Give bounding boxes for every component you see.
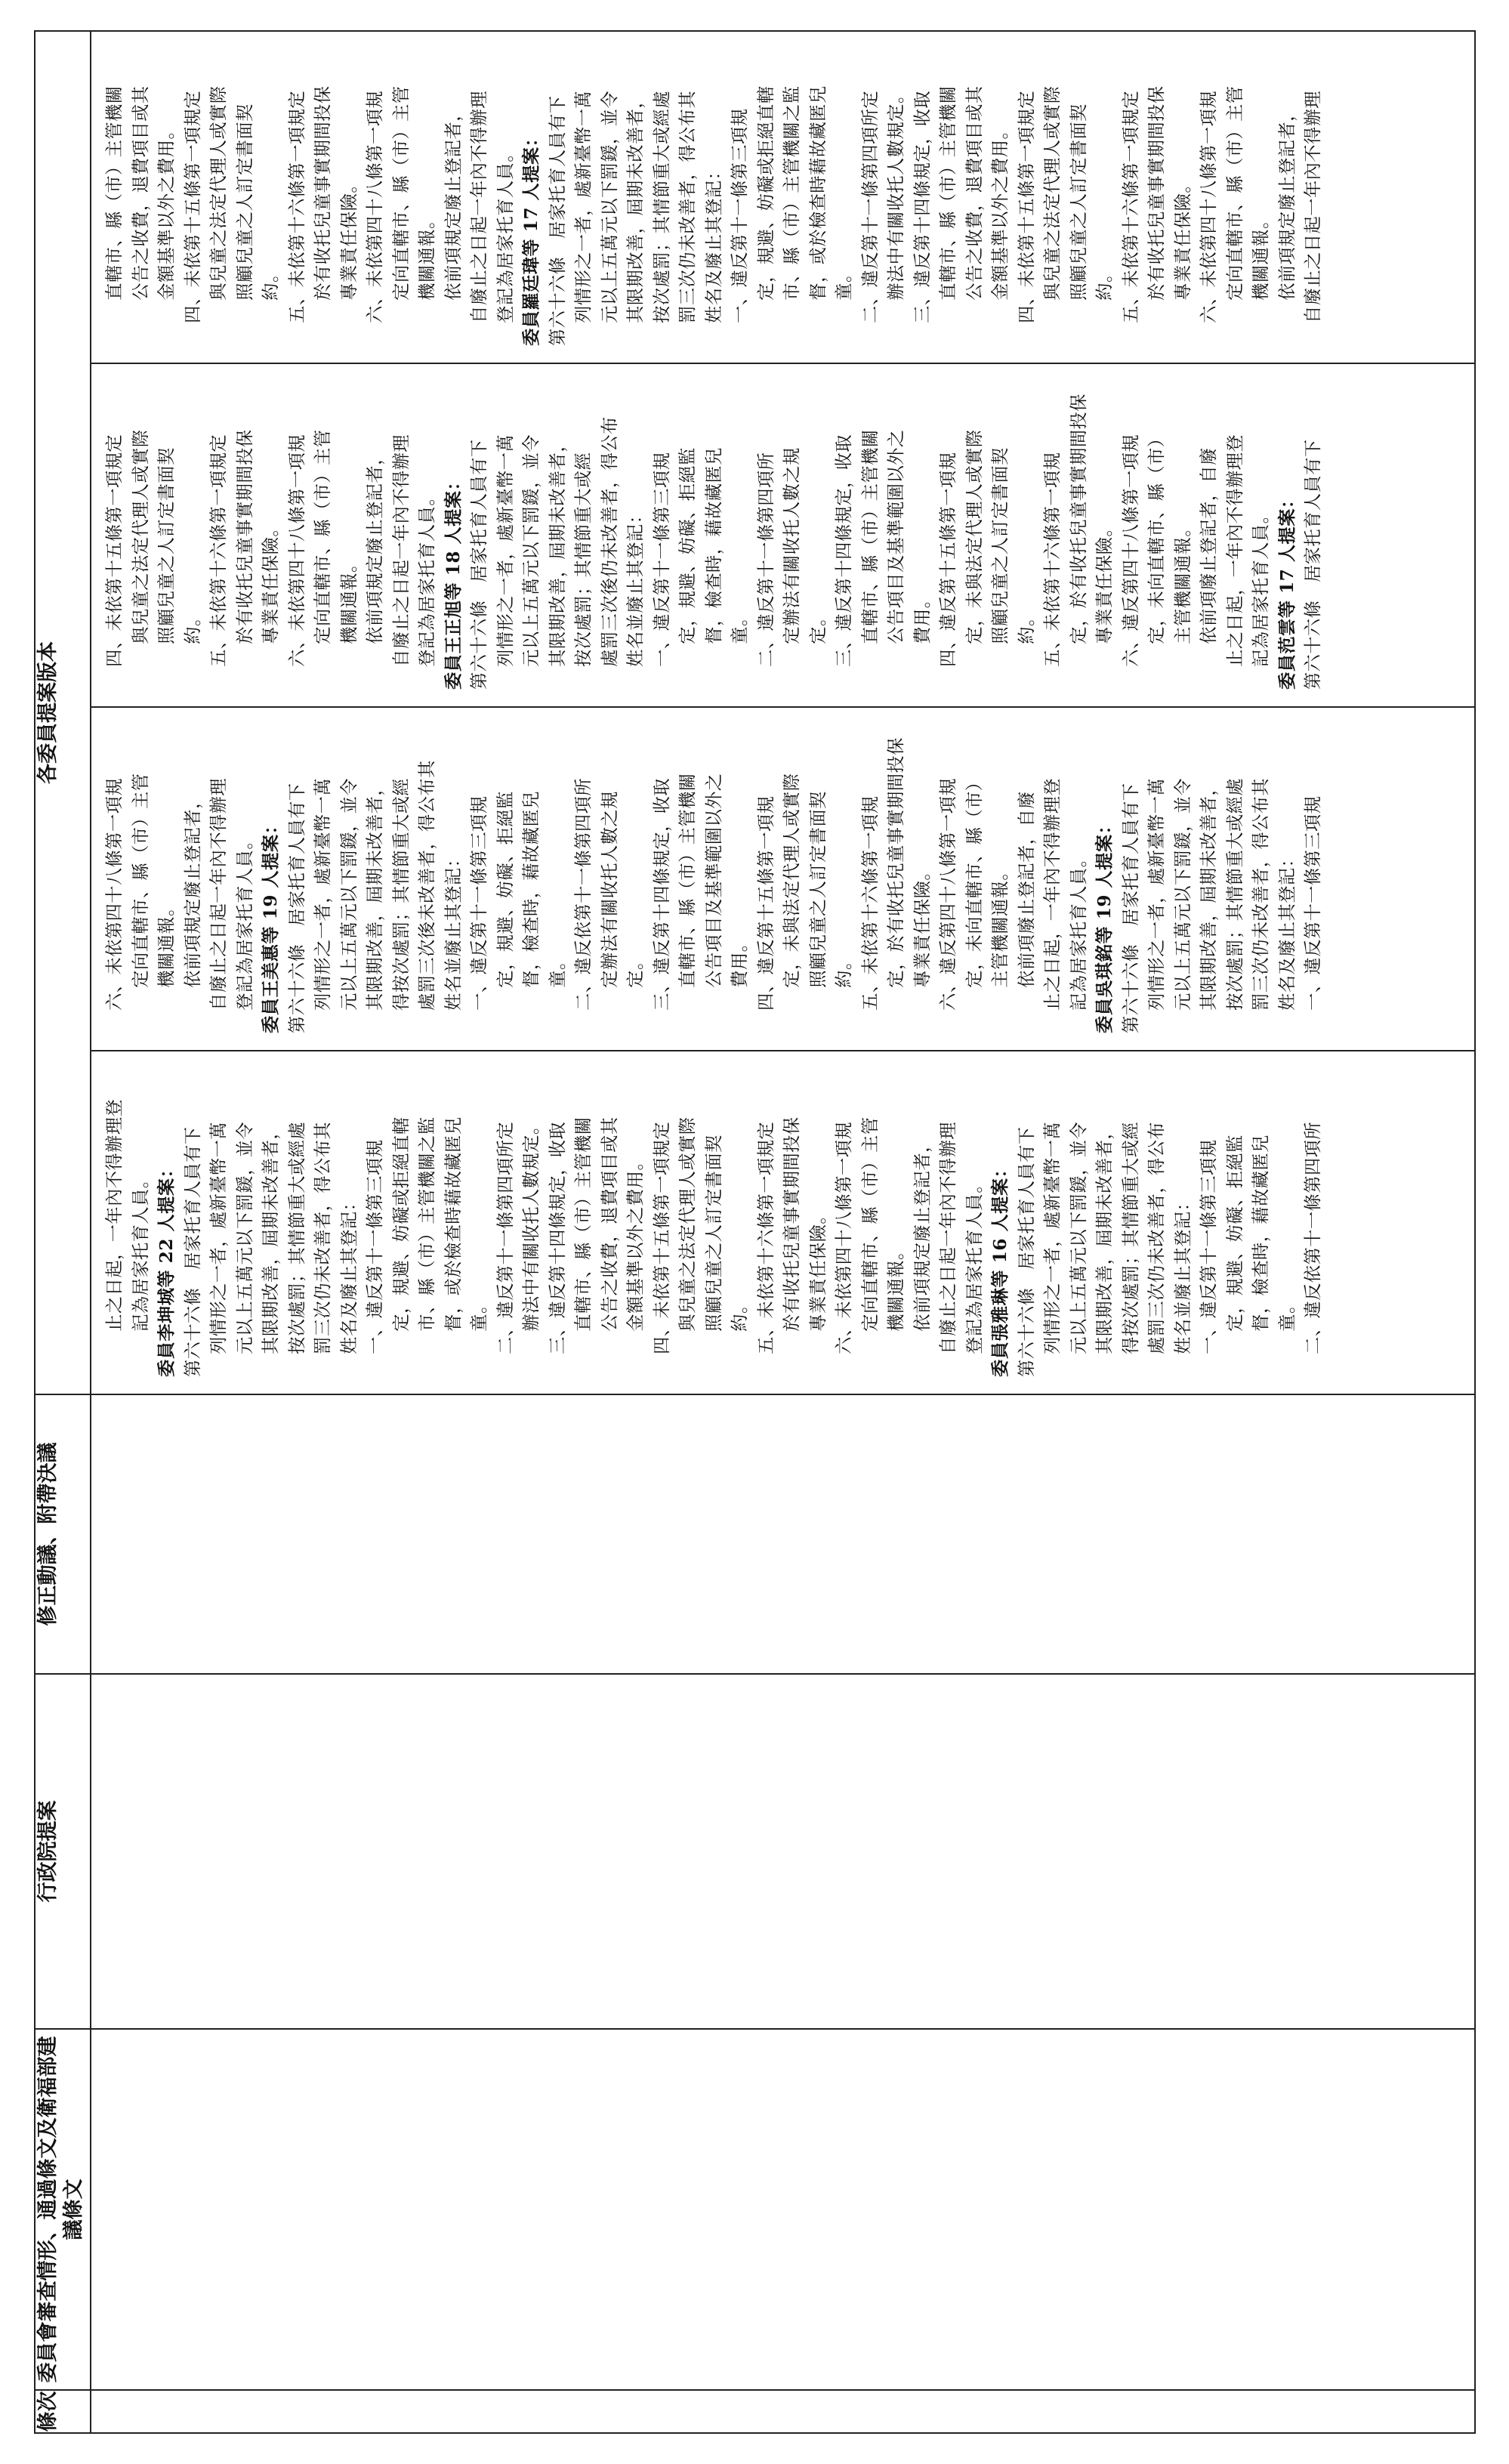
text-line: 童。 [547, 952, 568, 988]
header-row [35, 31, 91, 2433]
text-line: 列情形之一者，處新臺幣一萬 [1042, 1121, 1063, 1354]
text-line: 與兒童之法定代理人或實際 [208, 85, 229, 301]
text-line: 直轄市、縣（市）主管機關 [104, 85, 125, 301]
text-line: 二、違反第十一條第四項所 [755, 452, 776, 667]
text-line: 登記為居家托育人員。 [495, 144, 516, 323]
text-line: 一、違反第十一條第三項規 [1199, 1139, 1219, 1354]
text-line: 按次處罰；其情節重大或經處 [286, 1121, 307, 1354]
text-line: 止之日起，一年內不得辦理登 [104, 1098, 125, 1332]
text-line: 定，於有收托兒童事實期間投保 [1068, 394, 1089, 644]
text-line: 四、未依第十五條第一項規定 [651, 1121, 672, 1354]
text-line: 專業責任保險。 [1172, 174, 1193, 301]
text-line: 二、違反第十一條第四項所定 [495, 1121, 516, 1354]
text-line: 四、違反第十五條第一項規 [755, 795, 776, 1011]
text-line: 第六十六條 居家托育人員有下 [1303, 439, 1323, 690]
text-line: 約。 [730, 1295, 750, 1332]
text-line: 定。 [807, 608, 829, 644]
text-line: 登記為居家托育人員。 [417, 487, 437, 667]
text-line: 元以上五萬元以下罰鍰，並令 [1068, 1121, 1089, 1354]
proposer-heading: 委員羅廷瑋等 17 人提案： [521, 128, 542, 346]
text-line: 直轄市、縣（市）主管機關 [573, 1116, 594, 1332]
text-line: 專業責任保險。 [1094, 518, 1115, 644]
text-line: 列情形之一者，處新臺幣一萬 [313, 777, 333, 1011]
text-line: 機關通報。 [156, 898, 177, 988]
text-line: 市、縣（市）主管機關之監 [782, 85, 802, 301]
text-line: 定向直轄市、縣（市）主管 [390, 85, 412, 301]
proposer-heading: 委員范雲等 17 人提案： [1276, 490, 1298, 690]
text-line: 約。 [834, 952, 854, 988]
text-line: 定向直轄市、縣（市）主管 [859, 1116, 881, 1332]
cell-committee [91, 2029, 1475, 2390]
text-line: 姓名並廢止其登記： [443, 849, 464, 1011]
text-line: 登記為居家托育人員。 [964, 1175, 985, 1354]
proposer-heading: 委員吳琪銘等 19 人提案： [1094, 816, 1115, 1033]
text-line: 機關通報。 [1251, 211, 1271, 301]
text-line: 主管機關通報。 [1172, 518, 1193, 644]
text-line: 按次處罰；其情節重大或經 [573, 452, 594, 667]
text-line: 姓名及廢止其登記： [703, 162, 724, 323]
text-line: 第六十六條 居家托育人員有下 [1016, 1126, 1037, 1377]
text-line: 定辦法有關收托人數之規 [599, 791, 620, 988]
text-line: 定，未向直轄市、縣（市） [1146, 429, 1167, 644]
text-line: 姓名並廢止其登記： [1172, 1193, 1193, 1354]
text-line: 督，或於檢查時藉故藏匿兒 [443, 1116, 464, 1332]
text-line: 機關通報。 [417, 211, 437, 301]
text-line: 專業責任保險。 [338, 174, 360, 301]
header-executive: 行政院提案 [35, 1674, 91, 2029]
text-line: 六、未依第四十八條第一項規 [1199, 90, 1219, 323]
proposal-column-2 [91, 707, 1475, 1051]
text-line: 其限期改善，屆期未改善者， [1199, 777, 1219, 1011]
text-line: 一、違反第十一條第三項規 [651, 452, 672, 667]
text-line: 公告之收費，退費項目或其 [599, 1116, 620, 1332]
text-line: 罰三次仍未改善者，得公布其 [313, 1121, 333, 1354]
text-line: 元以上五萬元以下罰鍰，並令 [521, 434, 542, 667]
text-line: 依前項廢止登記者，自廢 [1199, 447, 1219, 644]
text-line: 四、未依第十五條第一項規定 [1016, 90, 1037, 323]
text-line: 三、違反第十四條規定，收取 [651, 777, 672, 1011]
proposer-heading: 委員王美惠等 19 人提案： [261, 816, 281, 1033]
text-line: 定，規避、妨礙、拒絕監 [495, 791, 516, 988]
text-line: 督，檢查時，藉故藏匿兒 [1251, 1135, 1271, 1332]
text-line: 一、違反第十一條第三項規 [1303, 795, 1323, 1011]
text-line: 一、違反第十一條第三項規 [469, 795, 489, 1011]
text-line: 五、未依第十六條第一項規定 [1120, 90, 1141, 323]
text-line: 直轄市、縣（市）主管機關 [677, 773, 698, 988]
text-line: 六、未依第四十八條第一項規 [834, 1121, 854, 1354]
header-article: 條次 [35, 2390, 91, 2433]
text-line: 定，未向直轄市、縣（市） [964, 773, 985, 988]
text-line: 定辦法有關收托人數之規 [782, 447, 802, 644]
text-line: 機關通報。 [886, 1242, 906, 1332]
text-line: 公告項目及基準範圍以外之 [886, 429, 906, 644]
proposal-text [91, 32, 1473, 363]
text-line: 按次處罰；其情節重大或經處 [1224, 777, 1245, 1011]
text-line: 金額基準以外之費用。 [625, 1152, 646, 1332]
text-line: 機關通報。 [338, 554, 360, 644]
text-line: 元以上五萬元以下罰鍰，並令 [1172, 777, 1193, 1011]
text-line: 列情形之一者，處新臺幣一萬 [573, 90, 594, 323]
text-line: 依前項規定廢止登記者， [1276, 103, 1298, 301]
text-line: 自廢止之日起一年內不得辦理 [469, 90, 489, 323]
text-line: 三、違反第十四條規定，收取 [834, 434, 854, 667]
proposer-heading: 委員李坤城等 22 人提案： [156, 1159, 177, 1377]
text-line: 記為居家托育人員。 [1251, 505, 1271, 667]
text-line: 依前項規定廢止登記者， [365, 447, 385, 644]
text-line: 四、未依第十五條第一項規定 [104, 434, 125, 667]
text-line: 處罰三次後仍未改善者，得公布 [599, 416, 620, 667]
text-line: 姓名及廢止其登記： [1276, 849, 1298, 1011]
text-line: 其限期改善，屆期未改善者， [261, 1121, 281, 1354]
text-line: 費用。 [730, 934, 750, 988]
text-line: 約。 [1016, 608, 1037, 644]
text-line: 六、違反第四十八條第一項規 [938, 777, 958, 1011]
text-line: 照顧兒童之人訂定書面契 [807, 791, 829, 988]
text-line: 定，規避、妨礙或拒絕直轄 [755, 85, 776, 301]
text-line: 自廢止之日起一年內不得辦理 [390, 434, 412, 667]
text-line: 列情形之一者，處新臺幣一萬 [495, 434, 516, 667]
text-line: 專業責任保險。 [912, 862, 933, 988]
header-committee: 委員會審查情形、通過條文及衛福部建議條文 [35, 2029, 91, 2390]
text-line: 定，未與法定代理人或實際 [782, 773, 802, 988]
text-line: 列情形之一者，處新臺幣一萬 [208, 1121, 229, 1354]
text-line: 依前項規定廢止登記者， [443, 103, 464, 301]
text-line: 公告之收費，退費項目或其 [130, 85, 151, 301]
text-line: 自廢止之日起一年內不得辦理 [1303, 90, 1323, 323]
text-line: 定向直轄市、縣（市）主管 [1224, 85, 1245, 301]
proposal-text [91, 1051, 1473, 1394]
text-line: 金額基準以外之費用。 [990, 121, 1011, 301]
text-line: 五、未依第十六條第一項規 [859, 795, 881, 1011]
text-line: 姓名及廢止其登記： [338, 1193, 360, 1354]
text-line: 市、縣（市）主管機關之監 [417, 1116, 437, 1332]
text-line: 五、未依第十六條第一項規 [1042, 452, 1063, 667]
text-line: 督，檢查時，藉故藏匿兒 [521, 791, 542, 988]
text-line: 第六十六條 居家托育人員有下 [286, 783, 307, 1033]
text-line: 督，或於檢查時藉故藏匿兒 [807, 85, 829, 301]
text-line: 直轄市、縣（市）主管機關 [859, 429, 881, 644]
text-line: 定。 [625, 952, 646, 988]
proposer-heading: 委員王正旭等 18 人提案： [443, 472, 464, 690]
text-line: 定，於有收托兒童事實期間投保 [886, 737, 906, 988]
cell-amendment [91, 1394, 1475, 1674]
text-line: 其限期改善，屆期未改善者， [1094, 1121, 1115, 1354]
text-line: 止之日起，一年內不得辦理登 [1042, 777, 1063, 1011]
text-line: 按次處罰；其情節重大或經處 [651, 90, 672, 323]
text-line: 記為居家托育人員。 [1068, 849, 1089, 1011]
text-line: 五、未依第十六條第一項規定 [286, 90, 307, 323]
proposal-text [91, 708, 1473, 1050]
text-line: 二、違反依第十一條第四項所 [573, 777, 594, 1011]
text-line: 約。 [1094, 264, 1115, 301]
text-line: 止之日起，一年內不得辦理登 [1224, 434, 1245, 667]
text-line: 於有收托兒童事實期間投保 [1146, 85, 1167, 301]
text-line: 第六十六條 居家托育人員有下 [1120, 783, 1141, 1033]
text-line: 姓名並廢止其登記： [625, 505, 646, 667]
text-line: 六、未依第四十八條第一項規 [104, 777, 125, 1011]
header-proposals: 各委員提案版本 [35, 31, 91, 1394]
text-line: 童。 [834, 264, 854, 301]
text-line: 第六十六條 居家托育人員有下 [182, 1126, 203, 1377]
text-line: 辦法中有關收托人數規定。 [521, 1116, 542, 1332]
text-line: 公告之收費，退費項目或其 [964, 85, 985, 301]
text-line: 童。 [469, 1295, 489, 1332]
text-line: 費用。 [912, 590, 933, 644]
cell-executive [91, 1674, 1475, 2029]
text-line: 一、違反第十一條第三項規 [365, 1139, 385, 1354]
cell-article [91, 2390, 1475, 2433]
text-line: 四、違反第十五條第一項規 [938, 452, 958, 667]
text-line: 童。 [730, 608, 750, 644]
text-line: 定，規避、妨礙或拒絕直轄 [390, 1116, 412, 1332]
text-line: 依前項規定廢止登記者， [182, 791, 203, 988]
text-line: 元以上五萬元以下罰鍰，並令 [234, 1121, 255, 1354]
text-line: 第六十六條 居家托育人員有下 [469, 439, 489, 690]
proposal-column-4 [91, 31, 1475, 363]
text-line: 六、未依第四十八條第一項規 [286, 434, 307, 667]
text-line: 罰三次仍未改善者，得公布其 [1251, 777, 1271, 1011]
text-line: 得按次處罰；其情節重大或經 [1120, 1121, 1141, 1354]
text-line: 與兒童之法定代理人或實際 [1042, 85, 1063, 301]
text-line: 六、未依第四十八條第一項規 [365, 90, 385, 323]
text-line: 照顧兒童之人訂定書面契 [1068, 103, 1089, 301]
text-line: 五、未依第十六條第一項規定 [755, 1121, 776, 1354]
text-line: 定向直轄市、縣（市）主管 [313, 429, 333, 644]
text-line: 專業責任保險。 [807, 1206, 829, 1332]
text-line: 處罰三次仍未改善者，得公布 [1146, 1121, 1167, 1354]
text-line: 自廢止之日起一年內不得辦理 [208, 777, 229, 1011]
text-line: 元以上五萬元以下罰鍰，並令 [338, 777, 360, 1011]
comparison-table [34, 30, 1476, 2434]
text-line: 一、違反第十一條第三項規 [730, 108, 750, 323]
proposal-column-1 [91, 1051, 1475, 1394]
text-line: 依前項廢止登記者，自廢 [1016, 791, 1037, 988]
text-line: 專業責任保險。 [261, 518, 281, 644]
text-line: 於有收托兒童事實期間投保 [782, 1116, 802, 1332]
text-line: 定，規避、妨礙、拒絕監 [677, 447, 698, 644]
text-line: 罰三次仍未改善者，得公布其 [677, 90, 698, 323]
text-line: 金額基準以外之費用。 [156, 121, 177, 301]
text-line: 照顧兒童之人訂定書面契 [703, 1135, 724, 1332]
text-line: 自廢止之日起一年內不得辦理 [938, 1121, 958, 1354]
proposer-heading: 委員張雅琳等 16 人提案： [990, 1159, 1011, 1377]
text-line: 五、未依第十六條第一項規定 [208, 434, 229, 667]
text-line: 登記為居家托育人員。 [234, 831, 255, 1011]
text-line: 列情形之一者，處新臺幣一萬 [1146, 777, 1167, 1011]
text-line: 與兒童之法定代理人或實際 [130, 429, 151, 644]
text-line: 直轄市、縣（市）主管機關 [938, 85, 958, 301]
text-line: 其限期改善，屆期未改善者， [547, 434, 568, 667]
text-line: 童。 [1276, 1295, 1298, 1332]
text-line: 其限期改善，屆期未改善者， [625, 90, 646, 323]
proposal-column-3 [91, 363, 1475, 707]
text-line: 二、違反第十一條第四項所定 [859, 90, 881, 323]
text-line: 六、違反第四十八條第一項規 [1120, 434, 1141, 667]
proposal-text [91, 364, 1473, 706]
text-line: 於有收托兒童事實期間投保 [313, 85, 333, 301]
text-line: 三、違反第十四條規定，收取 [912, 90, 933, 323]
body-row [91, 31, 1475, 2433]
text-line: 約。 [261, 264, 281, 301]
text-line: 四、未依第十五條第一項規定 [182, 90, 203, 323]
text-line: 於有收托兒童事實期間投保 [234, 429, 255, 644]
text-line: 督，檢查時，藉故藏匿兒 [703, 447, 724, 644]
text-line: 辦法中有關收托人數規定。 [886, 85, 906, 301]
text-line: 與兒童之法定代理人或實際 [677, 1116, 698, 1332]
text-line: 元以上五萬元以下罰鍰，並令 [599, 90, 620, 323]
text-line: 依前項規定廢止登記者， [912, 1135, 933, 1332]
text-line: 其限期改善，屆期未改善者， [365, 777, 385, 1011]
text-line: 三、違反第十四條規定，收取 [547, 1121, 568, 1354]
header-amendment: 修正動議、附帶決議 [35, 1394, 91, 1674]
text-line: 定向直轄市、縣（市）主管 [130, 773, 151, 988]
text-line: 得按次處罰；其情節重大或經 [390, 777, 412, 1011]
text-line: 二、違反依第十一條第四項所 [1303, 1121, 1323, 1354]
text-line: 公告項目及基準範圍以外之 [703, 773, 724, 988]
text-line: 約。 [182, 608, 203, 644]
text-line: 記為居家托育人員。 [130, 1170, 151, 1332]
text-line: 定，規避、妨礙、拒絕監 [1224, 1135, 1245, 1332]
text-line: 第六十六條 居家托育人員有下 [547, 95, 568, 346]
text-line: 照顧兒童之人訂定書面契 [990, 447, 1011, 644]
text-line: 照顧兒童之人訂定書面契 [156, 447, 177, 644]
text-line: 定，未與法定代理人或實際 [964, 429, 985, 644]
text-line: 處罰三次後未改善者，得公布其 [417, 760, 437, 1011]
text-line: 主管機關通報。 [990, 862, 1011, 988]
text-line: 照顧兒童之人訂定書面契 [234, 103, 255, 301]
